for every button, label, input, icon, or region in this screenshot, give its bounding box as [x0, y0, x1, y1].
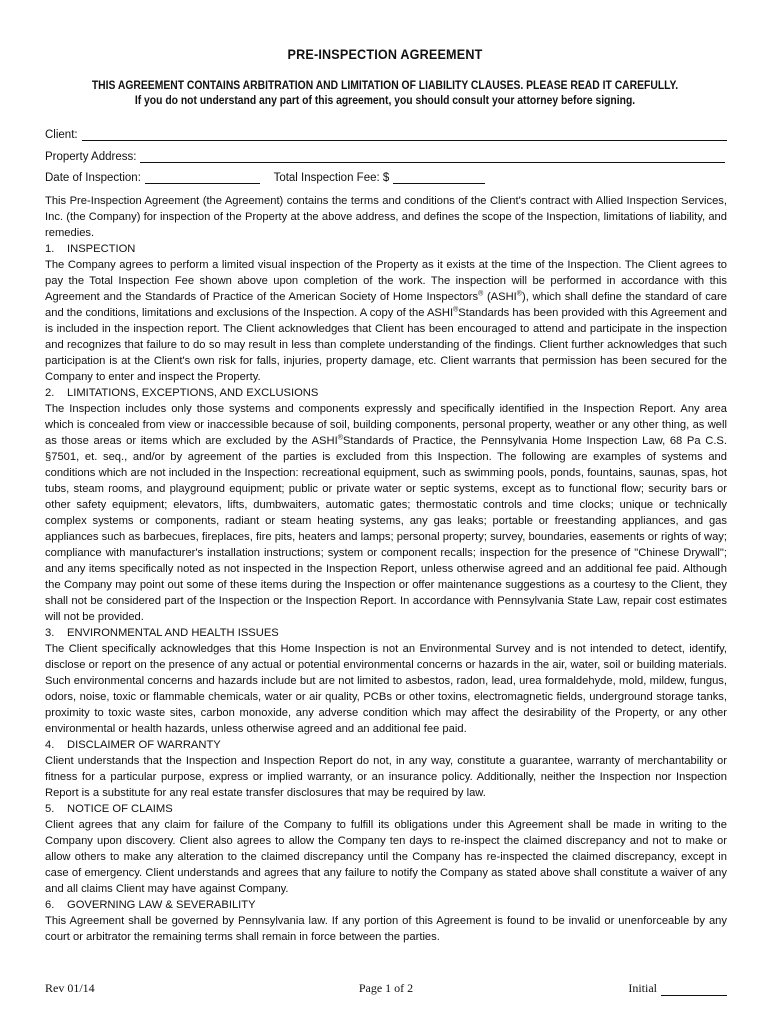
section-text: (ASHI	[483, 291, 517, 303]
date-fee-row	[45, 171, 485, 184]
section-5-heading	[45, 801, 727, 817]
section-5-text: Client agrees that any claim for failure of the Company to fulfill its obligations under this Agreement shall be made in writing to the Company upon discovery. Client also agrees to allow the Company ten days to re-inspect the claimed discrepancy and not to make or allow others to make any alteration to the claimed discrepancy until the Company has re-inspected the claimed discrepancy, except in case of emergency. Client understands and agrees that any failure to notify the Company as stated above shall constitute a waiver of any and all claims Client may have against Company.	[45, 819, 727, 895]
section-text: Standards of Practice, the Pennsylvania Home Inspection Law, 68 Pa C.S. §7501, et. seq., and/or by agreement of the parties is excluded from this Inspection. The following are examples of systems and conditions which are not included in the Inspection: recreational equipment, such as swimming pools, ponds, fountains, saunas, spas, hot tubs, steam rooms, and playground equipment; public or private water or septic systems, except as to functional flow; security bars or other safety equipment; elevators, lifts, dumbwaiters, automatic gates; thermostatic controls and time clocks; unique or technically complex systems or components, radiant or steam heating systems, any gas leaks; portable or freestanding appliances, and gas appliances such as barbecues, fireplaces, fire pits, heaters and lamps; personal property; survey, boundaries, easements or rights of way; compliance with manufacturer's installation instructions; system or component recalls; inspection for the presence of "Chinese Drywall"; and any items specifically noted as not inspected in the Inspection Report, unless otherwise agreed and an additional fee paid. Although the Company may point out some of these items during the Inspection or offer maintenance suggestions as a courtesy to the Client, they shall not be considered part of the Inspection or the Inspection Report. In accordance with Pennsylvania State Law, repair cost estimates will not be provided.	[45, 435, 727, 623]
initial-input-line[interactable]	[661, 983, 727, 996]
section-title: NOTICE OF CLAIMS	[67, 803, 173, 815]
date-of-inspection-input-line[interactable]	[145, 171, 260, 184]
registered-mark: ®	[453, 306, 459, 314]
section-text: The Company agrees to perform a limited visual inspection of the Property as it exists at the time of the Inspection. The Client agrees to pay the Total Inspection Fee shown above upon completion of the work. The inspection will be performed in accordance with this Agreement and the Standards of Practice of the American Society of Home Inspectors	[45, 259, 727, 303]
section-number: 1.	[45, 243, 55, 255]
section-number: 5.	[45, 803, 55, 815]
initial-label: Initial	[628, 981, 657, 995]
agreement-body	[45, 193, 727, 945]
attorney-advice: If you do not understand any part of this agreement, you should consult your attorney before signing.	[134, 95, 636, 107]
client-field-row	[45, 128, 727, 141]
client-label: Client:	[45, 129, 78, 141]
arbitration-warning: THIS AGREEMENT CONTAINS ARBITRATION AND LIMITATION OF LIABILITY CLAUSES. PLEASE READ IT CAREFULLY.	[91, 80, 679, 92]
section-2-heading	[45, 385, 727, 401]
client-input-line[interactable]	[82, 128, 727, 141]
section-title: LIMITATIONS, EXCEPTIONS, AND EXCLUSIONS	[67, 387, 319, 399]
registered-mark: ®	[478, 290, 484, 298]
date-of-inspection-label: Date of Inspection:	[45, 172, 141, 184]
section-title: INSPECTION	[67, 243, 136, 255]
section-text: The Inspection includes only those systems and components expressly and specifically identified in the Inspection Report. Any area which is concealed from view or inaccessible because of soil, building components, personal property, weather or any other thing, as well as those areas or items which are excluded by the ASHI	[45, 403, 727, 447]
intro-paragraph: This Pre-Inspection Agreement (the Agreement) contains the terms and conditions of the Client's contract with Allied Inspection Services, Inc. (the Company) for inspection of the Property at the above address, and defines the scope of the Inspection, limitations of liability, and remedies.	[45, 195, 727, 239]
revision-label: Rev 01/14	[45, 981, 95, 995]
section-4-text: Client understands that the Inspection and Inspection Report do not, in any way, constitute a guarantee, warranty of merchantability or fitness for a particular purpose, express or implied warranty, or an insurance policy. Additionally, neither the Inspection nor Inspection Report is a substitute for any real estate transfer disclosures that may be required by law.	[45, 755, 727, 799]
section-text: Standards has been provided with this Agreement and is included in the inspection report. The Client acknowledges that Client has been encouraged to attend and participate in the inspection and recognizes that failure to do so may result in less than complete understanding of the findings. Client further acknowledges that such participation is at the Client's own risk for falls, injuries, property damage, etc. Client warrants that permission has been secured for the Company to enter and inspect the Property.	[45, 307, 727, 383]
section-1-text	[45, 257, 727, 385]
property-address-row	[45, 150, 725, 163]
section-3-text: The Client specifically acknowledges that this Home Inspection is not an Environmental Survey and is not intended to detect, identify, disclose or report on the presence of any actual or potential environmental concerns or hazards in the air, water, soil or building materials. Such environmental concerns and hazards include but are not limited to asbestos, radon, lead, urea formaldehyde, mold, mildew, fungus, odors, noise, toxic or flammable chemicals, water or air quality, PCBs or other toxins, electromagnetic fields, underground storage tanks, proximity to toxic waste sites, carbon monoxide, any adverse condition which may affect the desirability of the Property, or any other environmental or health hazards, unless otherwise agreed and an additional fee paid.	[45, 643, 727, 735]
section-title: DISCLAIMER OF WARRANTY	[67, 739, 221, 751]
section-title: GOVERNING LAW & SEVERABILITY	[67, 899, 256, 911]
registered-mark: ®	[516, 290, 522, 298]
property-address-label: Property Address:	[45, 151, 137, 163]
section-number: 6.	[45, 899, 55, 911]
page-number: Page 1 of 2	[358, 981, 414, 995]
section-number: 3.	[45, 627, 55, 639]
section-title: ENVIRONMENTAL AND HEALTH ISSUES	[67, 627, 279, 639]
section-4-heading	[45, 737, 727, 753]
total-fee-input-line[interactable]	[393, 171, 485, 184]
document-title: PRE-INSPECTION AGREEMENT	[287, 46, 483, 62]
section-3-heading	[45, 625, 727, 641]
section-text: ), which shall define the standard of care and the conditions, limitations and exclusions of the Inspection. A copy of the ASHI	[45, 291, 727, 319]
section-2-text	[45, 401, 727, 625]
registered-mark: ®	[337, 434, 343, 442]
section-1-heading	[45, 241, 727, 257]
section-number: 2.	[45, 387, 55, 399]
property-address-input-line[interactable]	[140, 150, 725, 163]
total-fee-label: Total Inspection Fee: $	[273, 172, 390, 184]
section-6-heading	[45, 897, 727, 913]
section-6-text: This Agreement shall be governed by Pennsylvania law. If any portion of this Agreement is found to be invalid or unenforceable by any court or arbitrator the remaining terms shall remain in force between the parties.	[45, 915, 727, 943]
section-number: 4.	[45, 739, 55, 751]
initial-field	[628, 981, 727, 996]
